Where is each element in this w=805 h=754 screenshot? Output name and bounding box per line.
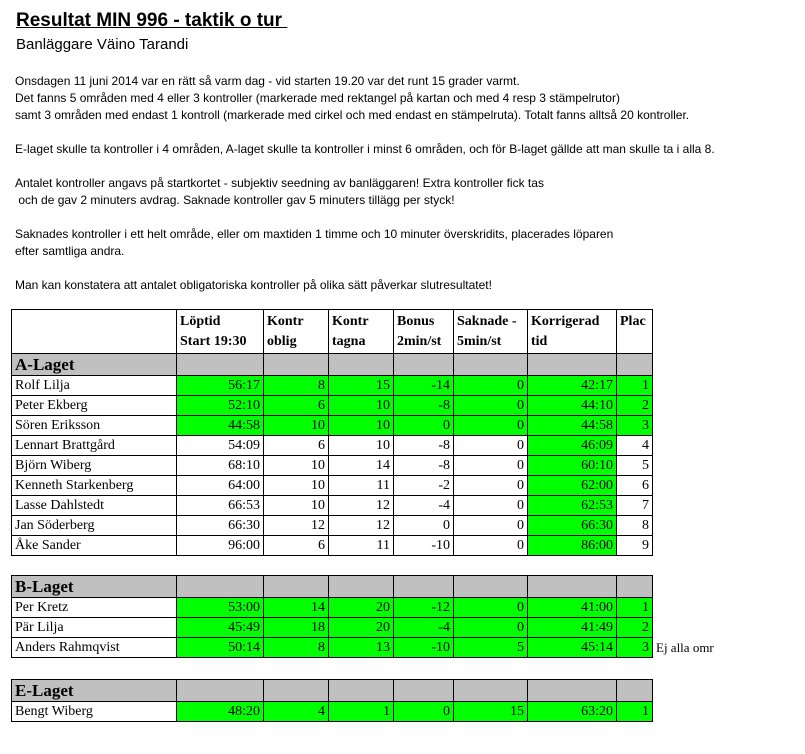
section-cell xyxy=(528,354,617,376)
spacer-cell xyxy=(177,556,264,576)
cell-saknade: 0 xyxy=(454,376,528,396)
spacer-row xyxy=(12,556,723,576)
intro-line-1: Onsdagen 11 juni 2014 var en rätt så varm dag - vid starten 19.20 var det runt 15 grader varmt. xyxy=(15,74,520,88)
cell-bonus: -14 xyxy=(394,376,454,396)
row-note xyxy=(653,416,723,436)
rules-line: E-laget skulle ta kontroller i 4 områden, A-laget skulle ta kontroller i minst 6 områden, och för B-laget gällde att man skulle ta i alla 8. xyxy=(15,142,715,156)
header-kontr-tagna: Kontr tagna xyxy=(329,310,394,354)
cell-bonus: 0 xyxy=(394,516,454,536)
cell-oblig: 6 xyxy=(264,436,329,456)
spacer-cell xyxy=(12,556,177,576)
runner-name: Björn Wiberg xyxy=(12,456,177,476)
runner-name: Pär Lilja xyxy=(12,618,177,638)
cell-saknade: 0 xyxy=(454,598,528,618)
cell-tagna: 10 xyxy=(329,436,394,456)
cell-plac: 1 xyxy=(617,376,653,396)
cell-oblig: 6 xyxy=(264,396,329,416)
cell-korr: 44:10 xyxy=(528,396,617,416)
runner-name: Lennart Brattgård xyxy=(12,436,177,456)
cell-oblig: 14 xyxy=(264,598,329,618)
spacer-cell xyxy=(528,658,617,680)
table-row xyxy=(12,618,723,638)
spacer-cell xyxy=(264,658,329,680)
section-cell xyxy=(528,680,617,702)
header-bonus: Bonus 2min/st xyxy=(394,310,454,354)
spacer-cell xyxy=(12,658,177,680)
section-cell xyxy=(454,576,528,598)
cell-oblig: 10 xyxy=(264,476,329,496)
section-cell xyxy=(394,354,454,376)
spacer-cell xyxy=(264,556,329,576)
cell-korr: 86:00 xyxy=(528,536,617,556)
table-row xyxy=(12,638,723,658)
section-cell xyxy=(264,354,329,376)
runner-name: Per Kretz xyxy=(12,598,177,618)
cell-bonus: -8 xyxy=(394,396,454,416)
section-blank xyxy=(653,680,723,702)
cell-tagna: 11 xyxy=(329,476,394,496)
row-note xyxy=(653,376,723,396)
spacer-cell xyxy=(528,556,617,576)
section-cell xyxy=(329,576,394,598)
spacer-cell xyxy=(329,658,394,680)
cell-loptid: 52:10 xyxy=(177,396,264,416)
cell-loptid: 44:58 xyxy=(177,416,264,436)
header-blank xyxy=(653,310,723,354)
table-row xyxy=(12,476,723,496)
cell-plac: 2 xyxy=(617,618,653,638)
section-cell xyxy=(617,354,653,376)
cell-saknade: 0 xyxy=(454,536,528,556)
cell-oblig: 12 xyxy=(264,516,329,536)
cell-saknade: 0 xyxy=(454,436,528,456)
section-cell xyxy=(617,576,653,598)
spacer-cell xyxy=(653,658,723,680)
cell-bonus: 0 xyxy=(394,416,454,436)
cell-saknade: 0 xyxy=(454,456,528,476)
cell-korr: 44:58 xyxy=(528,416,617,436)
cell-bonus: -8 xyxy=(394,436,454,456)
spacer-cell xyxy=(394,658,454,680)
header-name xyxy=(12,310,177,354)
table-row xyxy=(12,702,723,722)
intro-line-2: Det fanns 5 områden med 4 eller 3 kontroller (markerade med rektangel på kartan och med 4 resp 3 stämpelrutor) xyxy=(15,91,620,105)
runner-name: Lasse Dahlstedt xyxy=(12,496,177,516)
cell-korr: 66:30 xyxy=(528,516,617,536)
cell-korr: 62:53 xyxy=(528,496,617,516)
cell-loptid: 66:53 xyxy=(177,496,264,516)
runner-name: Jan Söderberg xyxy=(12,516,177,536)
section-blank xyxy=(653,354,723,376)
cell-bonus: 0 xyxy=(394,702,454,722)
table-row xyxy=(12,436,723,456)
section-cell xyxy=(264,576,329,598)
spacer-cell xyxy=(394,556,454,576)
cell-plac: 4 xyxy=(617,436,653,456)
results-table xyxy=(11,309,723,722)
header-loptid: Löptid Start 19:30 xyxy=(177,310,264,354)
runner-name: Bengt Wiberg xyxy=(12,702,177,722)
header-plac: Plac xyxy=(617,310,653,354)
row-note xyxy=(653,516,723,536)
row-note xyxy=(653,456,723,476)
cell-saknade: 0 xyxy=(454,476,528,496)
cell-loptid: 64:00 xyxy=(177,476,264,496)
cell-tagna: 15 xyxy=(329,376,394,396)
section-cell xyxy=(454,680,528,702)
spacer-cell xyxy=(177,658,264,680)
cell-oblig: 10 xyxy=(264,496,329,516)
penalty-line-2: efter samtliga andra. xyxy=(15,244,125,258)
cell-loptid: 48:20 xyxy=(177,702,264,722)
table-row xyxy=(12,598,723,618)
cell-tagna: 20 xyxy=(329,598,394,618)
cell-loptid: 50:14 xyxy=(177,638,264,658)
cell-plac: 2 xyxy=(617,396,653,416)
row-note xyxy=(653,702,723,722)
cell-saknade: 0 xyxy=(454,516,528,536)
cell-plac: 1 xyxy=(617,598,653,618)
cell-oblig: 18 xyxy=(264,618,329,638)
cell-korr: 63:20 xyxy=(528,702,617,722)
section-cell xyxy=(264,680,329,702)
section-cell xyxy=(394,680,454,702)
spacer-cell xyxy=(617,658,653,680)
intro-line-3: samt 3 områden med endast 1 kontroll (markerade med cirkel och med endast en stämpelruta). Totalt fanns alltså 20 kontroller. xyxy=(15,108,690,122)
section-cell xyxy=(329,680,394,702)
row-note xyxy=(653,436,723,456)
section-cell xyxy=(177,576,264,598)
header-korrigerad: Korrigerad tid xyxy=(528,310,617,354)
cell-bonus: -4 xyxy=(394,618,454,638)
page-title: Resultat MIN 996 - taktik o tur xyxy=(16,10,288,31)
cell-oblig: 10 xyxy=(264,456,329,476)
section-cell xyxy=(177,354,264,376)
cell-tagna: 20 xyxy=(329,618,394,638)
table-header-row xyxy=(12,310,723,354)
runner-name: Rolf Lilja xyxy=(12,376,177,396)
cell-saknade: 5 xyxy=(454,638,528,658)
cell-loptid: 68:10 xyxy=(177,456,264,476)
team-section-row xyxy=(12,576,723,598)
row-note xyxy=(653,476,723,496)
cell-tagna: 12 xyxy=(329,516,394,536)
runner-name: Anders Rahmqvist xyxy=(12,638,177,658)
cell-korr: 45:14 xyxy=(528,638,617,658)
section-cell xyxy=(617,680,653,702)
cell-korr: 60:10 xyxy=(528,456,617,476)
cell-plac: 7 xyxy=(617,496,653,516)
cell-loptid: 66:30 xyxy=(177,516,264,536)
cell-tagna: 14 xyxy=(329,456,394,476)
seeding-line-1: Antalet kontroller angavs på startkortet - subjektiv seedning av banläggaren! Extra kontroller fick tas xyxy=(15,176,544,190)
cell-saknade: 0 xyxy=(454,618,528,638)
cell-tagna: 10 xyxy=(329,416,394,436)
cell-plac: 6 xyxy=(617,476,653,496)
cell-saknade: 0 xyxy=(454,496,528,516)
cell-tagna: 1 xyxy=(329,702,394,722)
cell-oblig: 8 xyxy=(264,376,329,396)
team-name: E-Laget xyxy=(12,680,177,702)
cell-tagna: 11 xyxy=(329,536,394,556)
cell-loptid: 54:09 xyxy=(177,436,264,456)
cell-oblig: 10 xyxy=(264,416,329,436)
section-cell xyxy=(454,354,528,376)
spacer-cell xyxy=(653,556,723,576)
runner-name: Sören Eriksson xyxy=(12,416,177,436)
cell-bonus: -12 xyxy=(394,598,454,618)
team-section-row xyxy=(12,354,723,376)
cell-tagna: 10 xyxy=(329,396,394,416)
seeding-line-2: och de gav 2 minuters avdrag. Saknade kontroller gav 5 minuters tillägg per styck! xyxy=(15,193,455,207)
section-cell xyxy=(177,680,264,702)
conclusion-line: Man kan konstatera att antalet obligatoriska kontroller på olika sätt påverkar slutresultatet! xyxy=(15,278,492,292)
team-name: B-Laget xyxy=(12,576,177,598)
cell-korr: 46:09 xyxy=(528,436,617,456)
cell-korr: 42:17 xyxy=(528,376,617,396)
cell-plac: 3 xyxy=(617,638,653,658)
table-row xyxy=(12,396,723,416)
cell-loptid: 56:17 xyxy=(177,376,264,396)
cell-tagna: 13 xyxy=(329,638,394,658)
penalty-line-1: Saknades kontroller i ett helt område, eller om maxtiden 1 timme och 10 minuter överskridits, placerades löparen xyxy=(15,227,614,241)
cell-saknade: 15 xyxy=(454,702,528,722)
team-name: A-Laget xyxy=(12,354,177,376)
runner-name: Kenneth Starkenberg xyxy=(12,476,177,496)
cell-plac: 9 xyxy=(617,536,653,556)
cell-tagna: 12 xyxy=(329,496,394,516)
spacer-cell xyxy=(454,658,528,680)
cell-saknade: 0 xyxy=(454,396,528,416)
cell-korr: 41:00 xyxy=(528,598,617,618)
row-note xyxy=(653,496,723,516)
spacer-cell xyxy=(329,556,394,576)
row-note xyxy=(653,598,723,618)
table-row xyxy=(12,516,723,536)
table-row xyxy=(12,376,723,396)
cell-plac: 3 xyxy=(617,416,653,436)
team-section-row xyxy=(12,680,723,702)
course-setter: Banläggare Väino Tarandi xyxy=(16,36,189,53)
cell-plac: 5 xyxy=(617,456,653,476)
spacer-cell xyxy=(617,556,653,576)
spacer-cell xyxy=(454,556,528,576)
table-row xyxy=(12,416,723,436)
section-cell xyxy=(329,354,394,376)
cell-bonus: -10 xyxy=(394,536,454,556)
runner-name: Peter Ekberg xyxy=(12,396,177,416)
cell-loptid: 96:00 xyxy=(177,536,264,556)
row-note: Ej alla omr xyxy=(656,639,714,655)
cell-bonus: -4 xyxy=(394,496,454,516)
cell-korr: 41:49 xyxy=(528,618,617,638)
row-note xyxy=(653,618,723,638)
section-cell xyxy=(528,576,617,598)
table-row xyxy=(12,496,723,516)
section-cell xyxy=(394,576,454,598)
cell-bonus: -2 xyxy=(394,476,454,496)
cell-loptid: 53:00 xyxy=(177,598,264,618)
cell-plac: 8 xyxy=(617,516,653,536)
row-note xyxy=(653,536,723,556)
spacer-row xyxy=(12,658,723,680)
cell-saknade: 0 xyxy=(454,416,528,436)
table-row xyxy=(12,536,723,556)
table-row xyxy=(12,456,723,476)
cell-korr: 62:00 xyxy=(528,476,617,496)
cell-oblig: 4 xyxy=(264,702,329,722)
cell-loptid: 45:49 xyxy=(177,618,264,638)
cell-oblig: 8 xyxy=(264,638,329,658)
row-note xyxy=(653,396,723,416)
cell-oblig: 6 xyxy=(264,536,329,556)
cell-bonus: -8 xyxy=(394,456,454,476)
section-blank xyxy=(653,576,723,598)
header-saknade: Saknade - 5min/st xyxy=(454,310,528,354)
cell-plac: 1 xyxy=(617,702,653,722)
header-kontr-oblig: Kontr oblig xyxy=(264,310,329,354)
runner-name: Åke Sander xyxy=(12,536,177,556)
cell-bonus: -10 xyxy=(394,638,454,658)
